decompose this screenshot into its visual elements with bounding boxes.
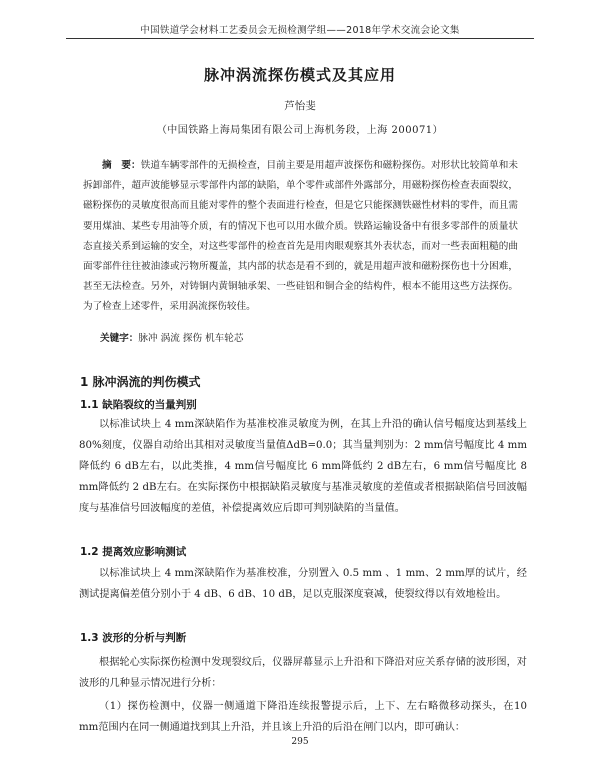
section-1-2-paragraph: 以标准试块上 4 mm深缺陷作为基准校准，分别置入 0.5 mm 、1 mm、2 mm厚的试片，经测试提离偏差值分别小于 4 dB、6 dB、10 dB，足以克服深度衰减，使裂纹得以有效地检出。 (79, 568, 527, 600)
running-header: 中国铁道学会材料工艺委员会无损检测学组——2018年学术交流会论文集 (140, 25, 460, 36)
section-1-3-item-1: （1）探伤检测中，仪器一侧通道下降沿连续报警提示后，上下、左右略微移动探头，在10 mm范围内在同一侧通道找到其上升沿，并且该上升沿的后沿在闸门以内，即可确认： (79, 701, 527, 733)
section-1-2-heading: 1.2 提离效应影响测试 (80, 546, 187, 558)
author-name: 芦怡斐 (284, 100, 316, 112)
abstract-label: 摘 要： (102, 160, 141, 171)
header-divider (66, 38, 534, 39)
author-affiliation: （中国铁路上海局集团有限公司上海机务段，上海 200071） (156, 125, 444, 136)
section-1-heading: 1 脉冲涡流的判伤模式 (80, 375, 201, 389)
section-1-3-paragraph: 根据轮心实际探伤检测中发现裂纹后，仪器屏幕显示上升沿和下降沿对应关系存储的波形图，对波形的几种显示情况进行分析： (79, 657, 527, 689)
abstract (83, 156, 518, 318)
page-number: 295 (291, 737, 309, 747)
section-1-3-heading: 1.3 波形的分析与判断 (80, 632, 187, 644)
keywords-label: 关键字： (100, 333, 139, 344)
keywords (100, 330, 243, 344)
section-1-1-heading: 1.1 缺陷裂纹的当量判别 (80, 399, 197, 411)
section-1-1-paragraph: 以标准试块上 4 mm深缺陷作为基准校准灵敏度为例，在其上升沿的确认信号幅度达到基线上 80%刻度，仪器自动给出其相对灵敏度当量值ΔdB=0.0；其当量判别为：2 mm信号幅度比 4 mm降低约 6 dB左右，以此类推，4 mm信号幅度比 6 mm降低约 2 dB左右，6 mm信号幅度比 8 mm降低约 2 dB左右。在实际探伤中根据缺陷灵敏度与基准灵敏度的差值或者根据缺陷信号回波幅度与基准信号回波幅度的差值，补偿提离效应后即可判别缺陷的当量值。 (79, 419, 527, 514)
abstract-text: 铁道车辆零部件的无损检查，目前主要是用超声波探伤和磁粉探伤。对形状比较简单和未拆卸部件，超声波能够显示零部件内部的缺陷，单个零件或部件外露部分，用磁粉探伤检查表面裂纹，磁粉探伤的灵敏度很高而且能对零件的整个表面进行检查，但是它只能探测铁磁性材料的零件，而且需要用煤油、某些专用油等介质，有的情况下也可以用水做介质。铁路运输设备中有很多零部件的质量状态直接关系到运输的安全，对这些零部件的检查首先是用肉眼观察其外表状态，而对一些表面粗糙的曲面零部件往往被油漆或污物所覆盖，其内部的状态是看不到的，就是用超声波和磁粉探伤也十分困难，甚至无法检查。另外，对铸铜内黄铜轴承架、一些硅铝和铜合金的结构件，根本不能用这些方法探伤。为了检查上述零件，采用涡流探伤较佳。 (83, 160, 519, 313)
keywords-text: 脉冲 涡流 探伤 机车轮芯 (138, 333, 244, 344)
paper-title: 脉冲涡流探伤模式及其应用 (203, 66, 396, 84)
